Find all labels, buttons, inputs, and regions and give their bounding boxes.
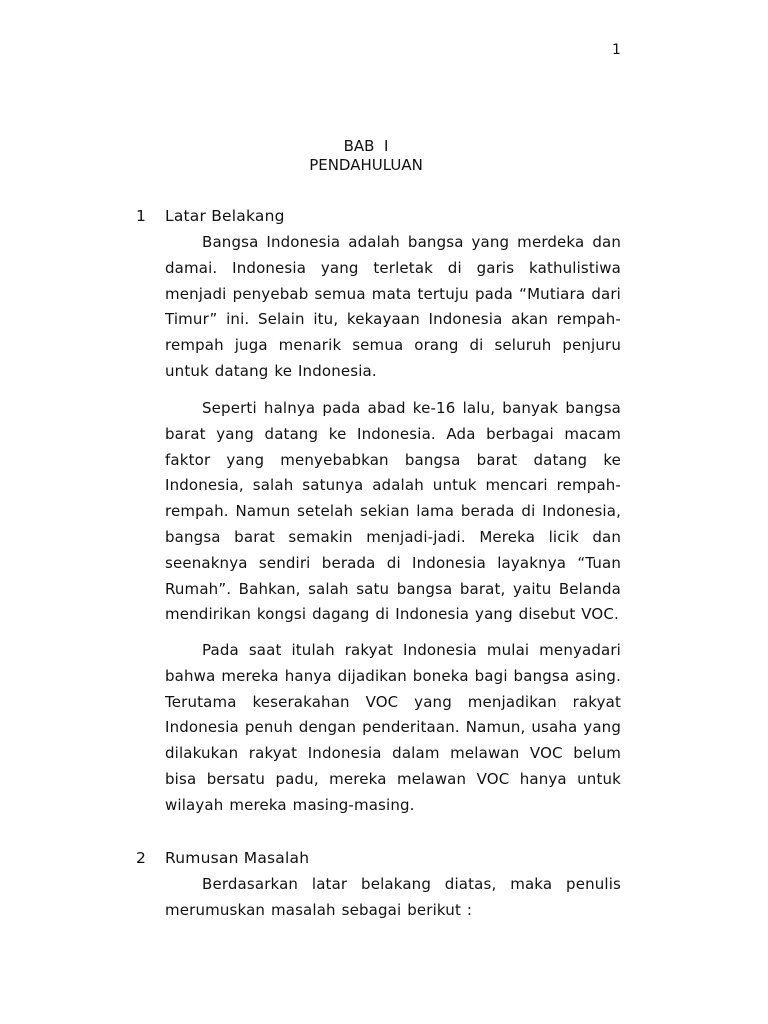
section-heading-rumusan-masalah [136,849,309,867]
section-number: 1 [136,207,147,225]
chapter-label: BAB I [343,137,389,155]
chapter-heading [0,137,732,175]
section-number: 2 [136,849,147,867]
chapter-title: PENDAHULUAN [309,156,423,174]
paragraph: Berdasarkan latar belakang diatas, maka penulis merumuskan masalah sebagai berikut : [165,875,621,919]
section-title: Latar Belakang [165,207,285,225]
section-heading-latar-belakang [136,207,285,225]
paragraph: Pada saat itulah rakyat Indonesia mulai menyadari bahwa mereka hanya dijadikan boneka bagi bangsa asing. Terutama keserakahan VOC yang menjadikan rakyat Indonesia penuh dengan penderitaan. Namun, usaha yang dilakukan rakyat Indonesia dalam melawan VOC belum bisa bersatu padu, mereka melawan VOC hanya untuk wilayah mereka masing-masing. [165,641,621,814]
page-number: 1 [612,42,621,58]
section-title: Rumusan Masalah [165,849,310,867]
paragraph: Bangsa Indonesia adalah bangsa yang merdeka dan damai. Indonesia yang terletak di garis kathulistiwa menjadi penyebab semua mata tertuju pada “Mutiara dari Timur” ini. Selain itu, kekayaan Indonesia akan rempah-rempah juga menarik semua orang di seluruh penjuru untuk datang ke Indonesia. [165,233,621,380]
paragraph: Seperti halnya pada abad ke-16 lalu, banyak bangsa barat yang datang ke Indonesia. Ada berbagai macam faktor yang menyebabkan bangsa barat datang ke Indonesia, salah satunya adalah untuk mencari rempah-rempah. Namun setelah sekian lama berada di Indonesia, bangsa barat semakin menjadi-jadi. Mereka licik dan seenaknya sendiri berada di Indonesia layaknya “Tuan Rumah”. Bahkan, salah satu bangsa barat, yaitu Belanda mendirikan kongsi dagang di Indonesia yang disebut VOC. [165,399,621,624]
